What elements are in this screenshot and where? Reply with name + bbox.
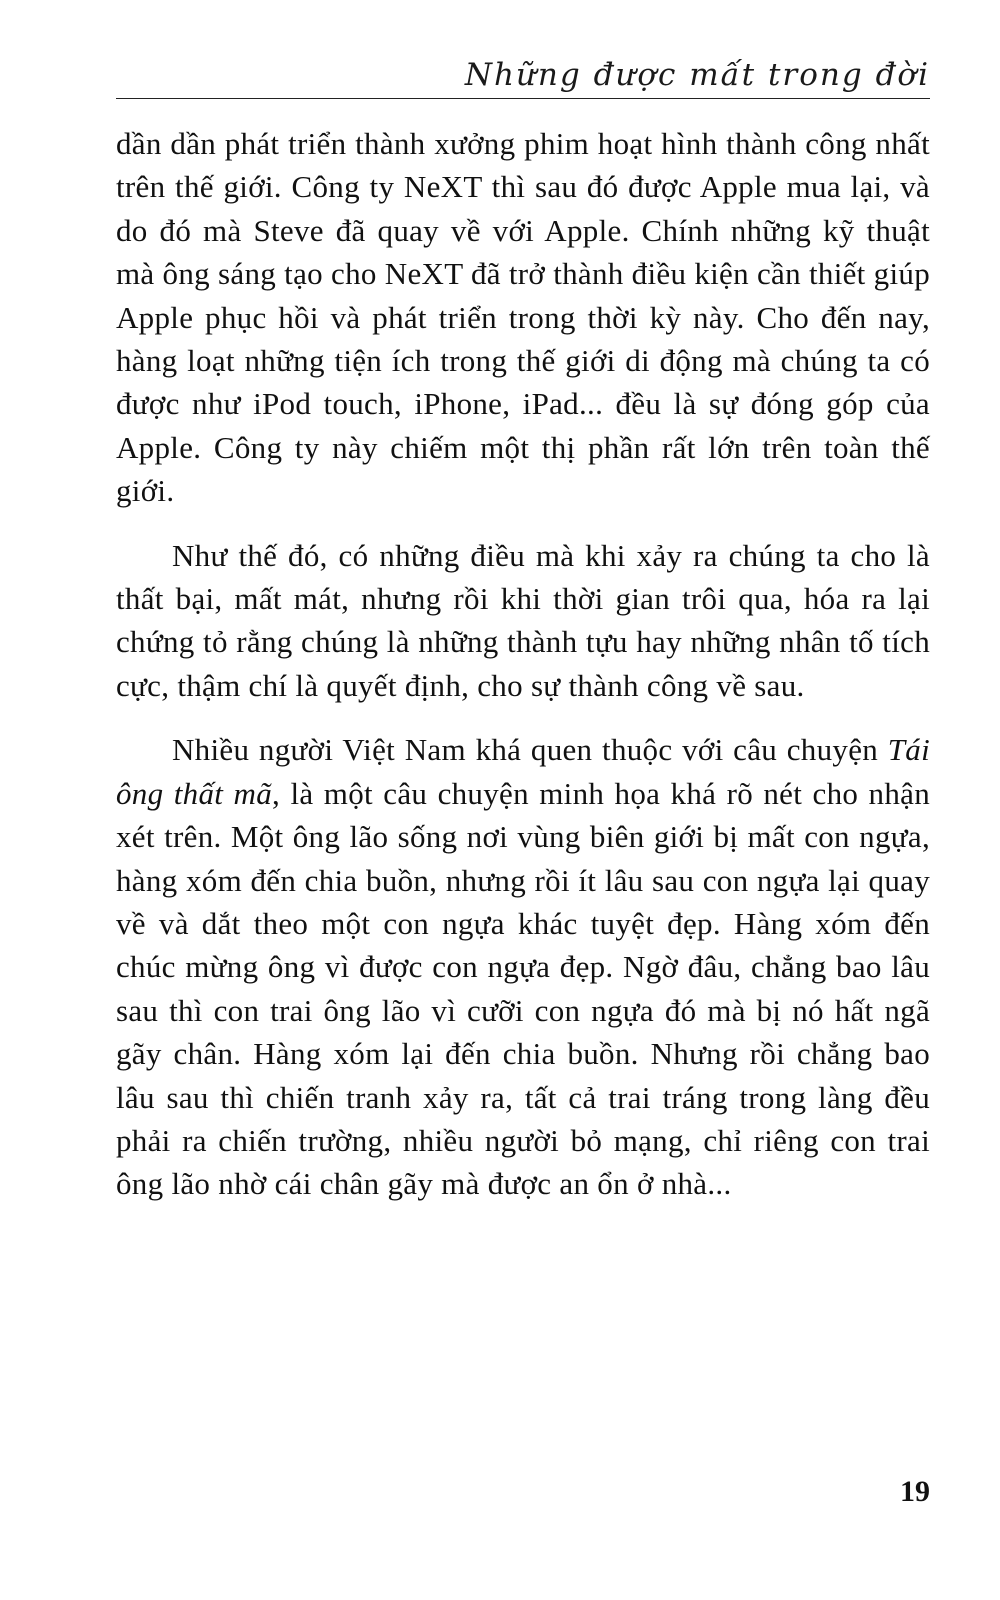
page-body [116,122,930,1227]
running-title: Những được mất trong đời [464,57,930,93]
paragraph-3 [116,728,930,1205]
paragraph-1: dần dần phát triển thành xưởng phim hoạt hình thành công nhất trên thế giới. Công ty NeXT thì sau đó được Apple mua lại, và do đó mà Steve đã quay về với Apple. Chính những kỹ thuật mà ông sáng tạo cho NeXT đã trở thành điều kiện cần thiết giúp Apple phục hồi và phát triển trong thời kỳ này. Cho đến nay, hàng loạt những tiện ích trong thế giới di động mà chúng ta có được như iPod touch, iPhone, iPad... đều là sự đóng góp của Apple. Công ty này chiếm một thị phần rất lớn trên toàn thế giới. [116,126,930,509]
story-title-italic: Tái ông thất mã [116,732,930,811]
page-header [116,48,930,99]
page-number: 19 [900,1475,930,1508]
paragraph-3-text-end: , là một câu chuyện minh họa khá rõ nét cho nhận xét trên. Một ông lão sống nơi vùng biên giới bị mất con ngựa, hàng xóm đến chia buồn, nhưng rồi ít lâu sau con ngựa lại quay về và dắt theo một con ngựa khác tuyệt đẹp. Hàng xóm đến chúc mừng ông vì được con ngựa đẹp. Ngờ đâu, chẳng bao lâu sau thì con trai ông lão vì cưỡi con ngựa đó mà bị nó hất ngã gãy chân. Hàng xóm lại đến chia buồn. Nhưng rồi chẳng bao lâu sau thì chiến tranh xảy ra, tất cả trai tráng trong làng đều phải ra chiến trường, nhiều người bỏ mạng, chỉ riêng con trai ông lão nhờ cái chân gãy mà được an ổn ở nhà... [116,775,930,1202]
paragraph-3-text-start: Nhiều người Việt Nam khá quen thuộc với câu chuyện [172,732,888,768]
paragraph-2: Như thế đó, có những điều mà khi xảy ra chúng ta cho là thất bại, mất mát, nhưng rồi khi thời gian trôi qua, hóa ra lại chứng tỏ rằng chúng là những thành tựu hay những nhân tố tích cực, thậm chí là quyết định, cho sự thành công về sau. [116,537,930,703]
